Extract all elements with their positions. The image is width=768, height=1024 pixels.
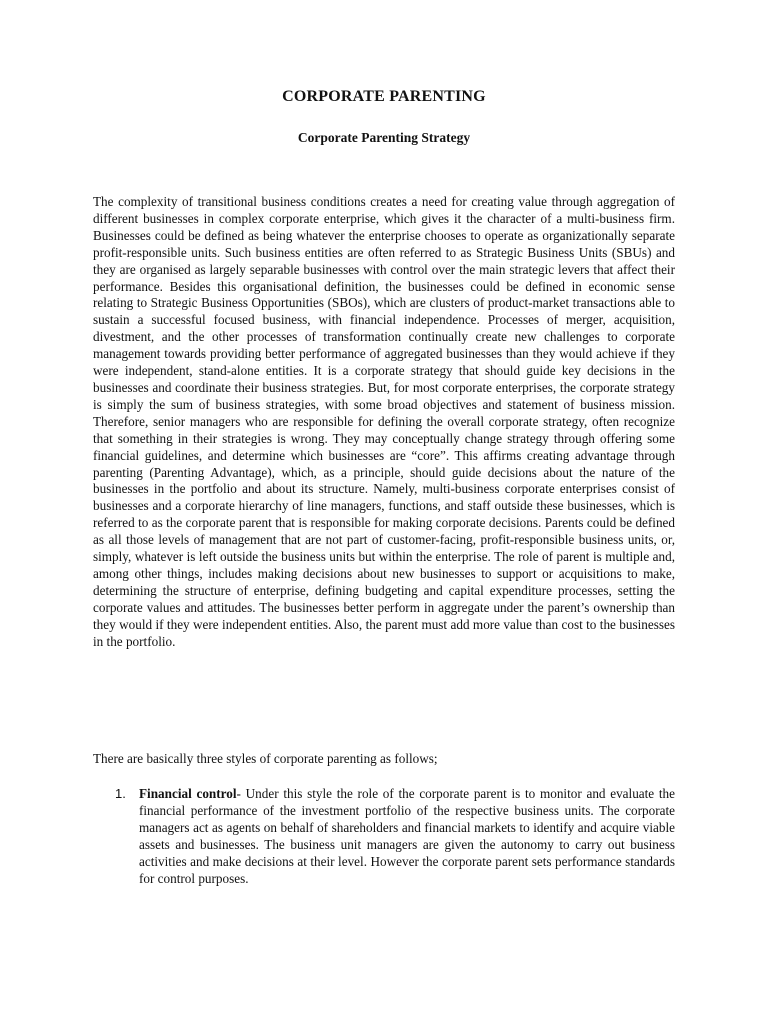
main-paragraph: The complexity of transitional business conditions creates a need for creating value through aggregation of different businesses in complex corporate enterprise, which gives it the character of a multi-business firm. Businesses could be defined as being whatever the enterprise chooses to operate as organizationally separate profit-responsible units. Such business entities are often referred to as Strategic Business Units (SBUs) and they are organised as largely separable businesses with control over the main strategic levers that affect their performance. Besides this organisational definition, the businesses could be defined in economic sense relating to Strategic Business Opportunities (SBOs), which are clusters of product-market transactions able to sustain a successful focused business, with financial independence. Processes of merger, acquisition, divestment, and the other processes of transformation continually create new challenges to corporate management towards providing better performance of aggregated businesses than they would achieve if they were independent, stand-alone entities. It is a corporate strategy that should guide key decisions in the businesses and coordinate their business strategies. But, for most corporate enterprises, the corporate strategy is simply the sum of business strategies, with some broad objectives and statement of business mission. Therefore, senior managers who are responsible for defining the overall corporate strategy, often recognize that something in their strategies is wrong. They may conceptually change strategy through offering some financial guidelines, and determine which businesses are “core”. This affirms creating advantage through parenting (Parenting Advantage), which, as a principle, should guide decisions about the nature of the businesses in the portfolio and about its structure. Namely, multi-business corporate enterprises consist of businesses and a corporate hierarchy of line managers, functions, and staff outside these businesses, which is referred to as the corporate parent that is responsible for making corporate decisions. Parents could be defined as all those levels of management that are not part of customer-facing, profit-responsible business units, or, simply, whatever is left outside the business units but within the enterprise. The role of parent is multiple and, among other things, includes making decisions about new businesses to support or acquisitions to make, determining the structure of enterprise, defining budgeting and capital expenditure processes, setting the corporate values and attitudes. The businesses better perform in aggregate under the parent’s ownership than they would if they were independent entities. Also, the parent must add more value than cost to the businesses in the portfolio. [93, 194, 675, 649]
list-item-term: Financial control [139, 786, 237, 801]
styles-intro-text: There are basically three styles of corporate parenting as follows; [93, 751, 438, 766]
list-item-number: 1. [115, 786, 126, 801]
document-subtitle: Corporate Parenting Strategy [297, 130, 471, 145]
list-item-content [139, 786, 675, 887]
list-item-description: - Under this style the role of the corporate parent is to monitor and evaluate the financial performance of the investment portfolio of the respective business units. The corporate managers act as agents on behalf of shareholders and financial markets to identify and acquire viable assets and businesses. The business unit managers are given the autonomy to carry out business activities and make decisions at their level. However the corporate parent sets performance standards for control purposes. [139, 786, 675, 886]
document-title: CORPORATE PARENTING [282, 88, 486, 105]
